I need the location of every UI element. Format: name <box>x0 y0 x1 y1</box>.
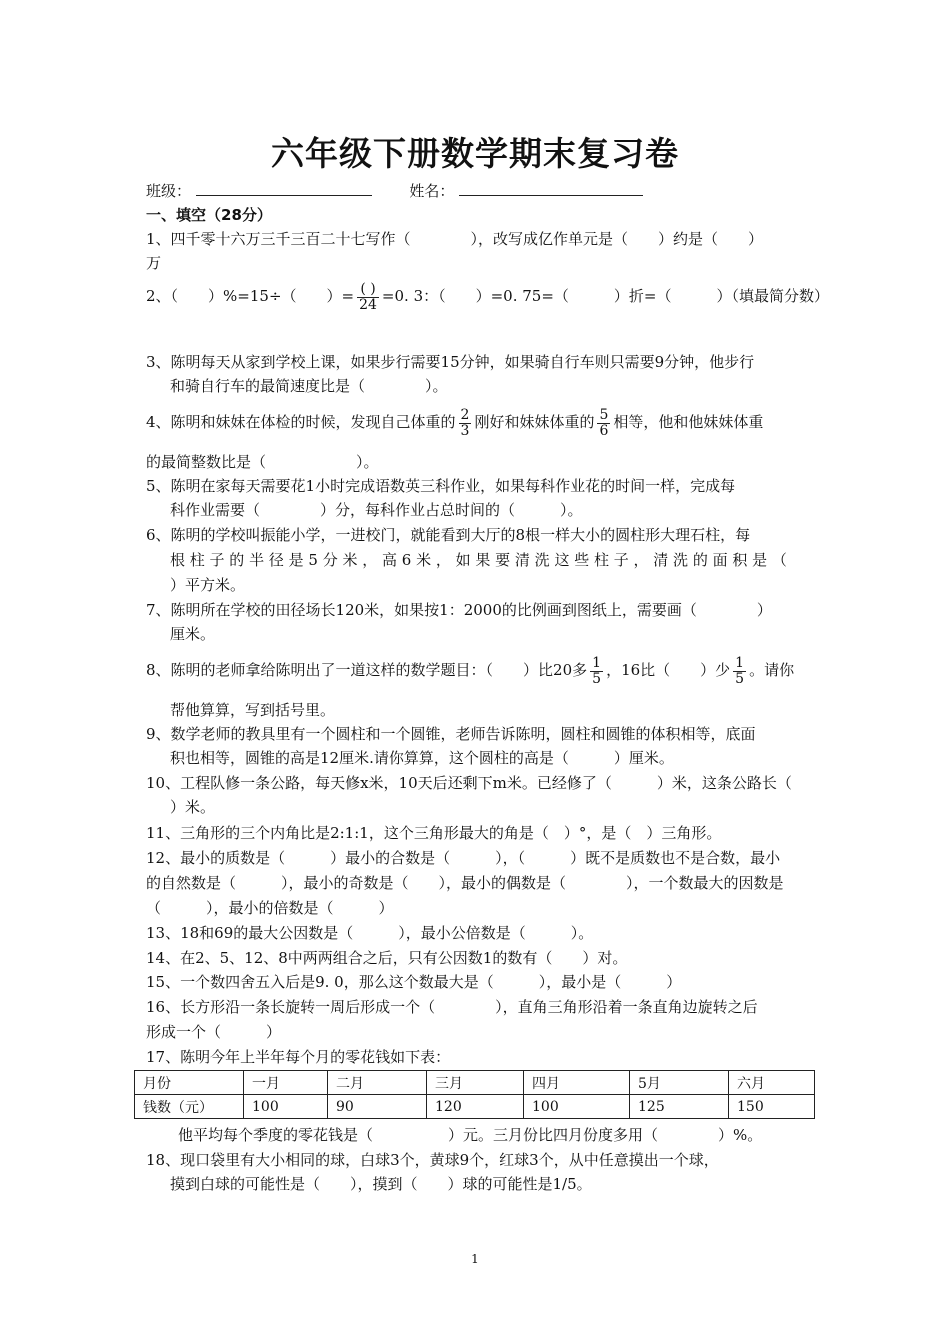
question-10-line-2: ）米。 <box>170 798 216 816</box>
table-row <box>135 1071 815 1095</box>
table-cell: 六月 <box>729 1071 815 1095</box>
table-row <box>135 1095 815 1119</box>
question-2-part-b: =0. 3：（ ）=0. 75=（ ）折=（ ）（填最简分数） <box>381 287 829 305</box>
table-cell: 125 <box>630 1095 729 1119</box>
question-3-line-1: 3、陈明每天从家到学校上课，如果步行需要15分钟，如果骑自行车则只需要9分钟，他步行 <box>146 353 755 371</box>
fraction <box>357 282 379 313</box>
table-cell: 120 <box>427 1095 524 1119</box>
fraction-one-fifth <box>733 656 746 687</box>
question-2-part-a: 2、（ ）%=15÷（ ）= <box>146 287 355 305</box>
question-12-line-3: （ ），最小的倍数是（ ） <box>146 899 394 917</box>
question-1-line-2: 万 <box>146 254 162 272</box>
fraction-two-thirds <box>459 408 472 439</box>
question-18-line-1: 18、现口袋里有大小相同的球，白球3个，黄球9个，红球3个，从中任意摸出一个球， <box>146 1151 719 1169</box>
table-cell: 5月 <box>630 1071 729 1095</box>
table-cell: 四月 <box>524 1071 630 1095</box>
page-title: 六年级下册数学期末复习卷 <box>271 134 679 173</box>
student-info-row <box>146 180 643 201</box>
table-cell: 三月 <box>427 1071 524 1095</box>
question-16-line-1: 16、长方形沿一条长旋转一周后形成一个（ ），直角三角形沿着一条直角边旋转之后 <box>146 998 758 1016</box>
fraction-denominator: 24 <box>359 296 377 313</box>
question-12-line-1: 12、最小的质数是（ ）最小的合数是（ ），（ ）既不是质数也不是合数，最小 <box>146 849 781 867</box>
question-6-line-3: ）平方米。 <box>170 576 246 594</box>
table-cell: 月份 <box>135 1071 244 1095</box>
question-10-line-1: 10、工程队修一条公路，每天修x米，10天后还剩下m米。已经修了（ ）米，这条公路长（ <box>146 774 792 792</box>
question-11: 11、三角形的三个内角比是2:1:1，这个三角形最大的角是（ ）°，是（ ）三角形。 <box>146 824 722 842</box>
question-5-line-2: 科作业需要（ ）分，每科作业占总时间的（ ）。 <box>170 501 583 519</box>
question-6-line-2: 根 柱 子 的 半 径 是 5 分 米 ， 高 6 米 ， 如 果 要 清 洗 这 些 柱 子 ， 清 洗 的 面 积 是 （ <box>170 551 787 569</box>
table-cell: 钱数（元） <box>135 1095 244 1119</box>
fraction-five-sixths <box>597 408 610 439</box>
question-14: 14、在2、5、12、8中两两组合之后，只有公因数1的数有（ ）对。 <box>146 949 628 967</box>
fraction-numerator: 5 <box>599 406 609 423</box>
question-15: 15、一个数四舍五入后是9. 0，那么这个数最大是（ ），最小是（ ） <box>146 973 682 991</box>
question-12-line-2: 的自然数是（ ），最小的奇数是（ ），最小的偶数是（ ），一个数最大的因数是 <box>146 874 784 892</box>
question-4-line-1 <box>146 402 763 442</box>
question-9-line-2: 积也相等，圆锥的高是12厘米.请你算算，这个圆柱的高是（ ）厘米。 <box>170 749 674 767</box>
fraction-denominator: 6 <box>599 422 609 439</box>
question-2 <box>146 274 829 318</box>
question-4-part-c: 相等，他和他妹妹体重 <box>613 413 764 431</box>
question-17-line-1: 17、陈明今年上半年每个月的零花钱如下表： <box>146 1048 451 1066</box>
question-16-line-2: 形成一个（ ） <box>146 1023 282 1041</box>
question-4-part-b: 刚好和妹妹体重的 <box>474 413 595 431</box>
question-1-line-1: 1、四千零十六万三千三百二十七写作（ ），改写成亿作单元是（ ）约是（ ） <box>146 230 764 248</box>
fraction-denominator: 5 <box>592 670 602 687</box>
question-8-part-c: 。请你 <box>749 661 795 679</box>
fraction-denominator: 3 <box>460 422 470 439</box>
question-3-line-2: 和骑自行车的最简速度比是（ ）。 <box>170 377 448 395</box>
question-17-line-2: 他平均每个季度的零花钱是（ ）元。三月份比四月份度多用（ ）%。 <box>178 1126 763 1144</box>
question-8-part-a: 8、陈明的老师拿给陈明出了一道这样的数学题目：（ ）比20多 <box>146 661 588 679</box>
allowance-table <box>134 1070 815 1119</box>
question-7-line-1: 7、陈明所在学校的田径场长120米，如果按1：2000的比例画到图纸上，需要画（ ） <box>146 601 772 619</box>
question-13: 13、18和69的最大公因数是（ ），最小公倍数是（ ）。 <box>146 924 594 942</box>
question-18-line-2: 摸到白球的可能性是（ ），摸到（ ）球的可能性是1/5。 <box>170 1175 592 1193</box>
name-blank[interactable] <box>459 180 643 196</box>
fraction-numerator: 1 <box>735 654 745 671</box>
table-cell: 100 <box>244 1095 328 1119</box>
class-label: 班级： <box>146 182 192 200</box>
question-8-line-2: 帮他算算，写到括号里。 <box>170 701 336 719</box>
question-7-line-2: 厘米。 <box>170 625 216 643</box>
question-8-part-b: ，16比（ ）少 <box>606 661 731 679</box>
table-cell: 一月 <box>244 1071 328 1095</box>
table-cell: 100 <box>524 1095 630 1119</box>
section-heading: 一、填空（28分） <box>146 206 272 224</box>
fraction-numerator: 1 <box>592 654 602 671</box>
question-9-line-1: 9、数学老师的教具里有一个圆柱和一个圆锥，老师告诉陈明，圆柱和圆锥的体积相等，底面 <box>146 725 756 743</box>
table-cell: 二月 <box>328 1071 427 1095</box>
question-5-line-1: 5、陈明在家每天需要花1小时完成语数英三科作业，如果每科作业花的时间一样，完成每 <box>146 477 736 495</box>
question-8-line-1 <box>146 650 794 690</box>
question-4-part-a: 4、陈明和妹妹在体检的时候，发现自己体重的 <box>146 413 456 431</box>
name-label: 姓名： <box>409 182 455 200</box>
fraction-denominator: 5 <box>735 670 745 687</box>
fraction-one-fifth <box>590 656 603 687</box>
table-cell: 90 <box>328 1095 427 1119</box>
page-number: 1 <box>471 1252 479 1266</box>
question-6-line-1: 6、陈明的学校叫振能小学，一进校门，就能看到大厅的8根一样大小的圆柱形大理石柱，每 <box>146 526 751 544</box>
fraction-numerator: ( ) <box>357 282 379 298</box>
fraction-numerator: 2 <box>460 406 470 423</box>
class-blank[interactable] <box>196 180 372 196</box>
question-4-line-2: 的最简整数比是（ ）。 <box>146 453 379 471</box>
table-cell: 150 <box>729 1095 815 1119</box>
